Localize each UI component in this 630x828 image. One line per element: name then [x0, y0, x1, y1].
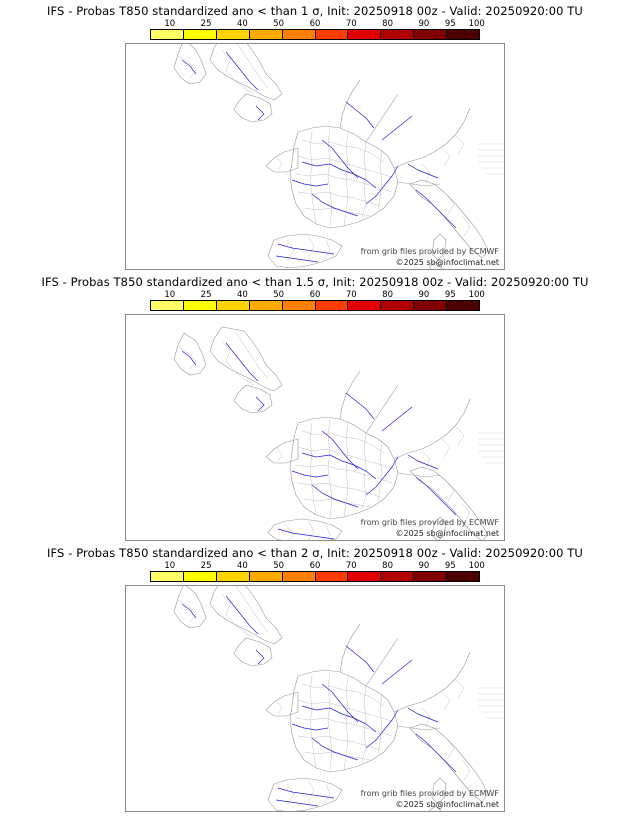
- credit-site-2: ©2025 sb@infoclimat.net: [395, 529, 499, 538]
- colorbar-swatch-10: [447, 30, 479, 39]
- colorbar-swatch-2: [184, 30, 217, 39]
- colorbar-swatch-4: [250, 572, 283, 581]
- colorbar-3: [150, 561, 485, 583]
- colorbar-swatch-9: [414, 301, 447, 310]
- colorbar-tick-40: 40: [236, 19, 248, 29]
- colorbar-swatch-6: [316, 301, 349, 310]
- colorbar-tick-80: 80: [382, 561, 394, 571]
- map-canvas-1[interactable]: [125, 43, 505, 270]
- colorbar-tick-10: 10: [164, 19, 176, 29]
- colorbar-swatch-10: [447, 301, 479, 310]
- colorbar-swatch-2: [184, 301, 217, 310]
- colorbar-swatch-5: [283, 30, 316, 39]
- colorbar-swatch-2: [184, 572, 217, 581]
- colorbar-tick-90: 90: [418, 561, 430, 571]
- credit-ecmwf-3: from grib files provided by ECMWF: [360, 789, 499, 798]
- colorbar-labels-2: [150, 290, 485, 300]
- colorbar-tick-50: 50: [273, 19, 285, 29]
- colorbar-swatch-6: [316, 30, 349, 39]
- forecast-panel-2: [0, 271, 630, 541]
- credit-ecmwf-2: from grib files provided by ECMWF: [360, 518, 499, 527]
- map-canvas-3[interactable]: [125, 585, 505, 812]
- map-graphics-3: [126, 586, 505, 812]
- colorbar-tick-50: 50: [273, 290, 285, 300]
- colorbar-swatch-3: [217, 30, 250, 39]
- colorbar-bar-2: [150, 300, 480, 311]
- colorbar-swatch-9: [414, 30, 447, 39]
- colorbar-tick-25: 25: [200, 561, 212, 571]
- colorbar-swatch-5: [283, 301, 316, 310]
- colorbar-swatch-3: [217, 572, 250, 581]
- colorbar-swatch-8: [381, 572, 414, 581]
- colorbar-tick-40: 40: [236, 561, 248, 571]
- colorbar-swatch-8: [381, 301, 414, 310]
- colorbar-tick-95: 95: [444, 290, 456, 300]
- credit-ecmwf-1: from grib files provided by ECMWF: [360, 247, 499, 256]
- colorbar-tick-80: 80: [382, 290, 394, 300]
- colorbar-tick-95: 95: [444, 19, 456, 29]
- colorbar-tick-70: 70: [345, 561, 357, 571]
- colorbar-tick-100: 100: [468, 290, 485, 300]
- colorbar-bar-1: [150, 29, 480, 40]
- colorbar-swatch-6: [316, 572, 349, 581]
- colorbar-swatch-7: [348, 301, 381, 310]
- forecast-panel-1: [0, 0, 630, 270]
- colorbar-tick-70: 70: [345, 19, 357, 29]
- colorbar-labels-1: [150, 19, 485, 29]
- colorbar-tick-90: 90: [418, 19, 430, 29]
- colorbar-labels-3: [150, 561, 485, 571]
- panel-title-3: IFS - Probas T850 standardized ano < than 2 σ, Init: 20250918 00z - Valid: 20250920:00 TU: [47, 546, 583, 560]
- colorbar-2: [150, 290, 485, 312]
- panel-title-1: IFS - Probas T850 standardized ano < than 1 σ, Init: 20250918 00z - Valid: 20250920:00 TU: [47, 4, 583, 18]
- colorbar-tick-10: 10: [164, 290, 176, 300]
- colorbar-tick-25: 25: [200, 290, 212, 300]
- colorbar-swatch-1: [151, 30, 184, 39]
- colorbar-swatch-9: [414, 572, 447, 581]
- map-canvas-2[interactable]: [125, 314, 505, 541]
- panel-title-2: IFS - Probas T850 standardized ano < than 1.5 σ, Init: 20250918 00z - Valid: 20250920:00 TU: [41, 275, 589, 289]
- forecast-panel-3: [0, 542, 630, 812]
- colorbar-tick-100: 100: [468, 19, 485, 29]
- colorbar-tick-95: 95: [444, 561, 456, 571]
- colorbar-tick-60: 60: [309, 561, 321, 571]
- colorbar-swatch-4: [250, 30, 283, 39]
- colorbar-tick-60: 60: [309, 290, 321, 300]
- colorbar-bar-3: [150, 571, 480, 582]
- colorbar-tick-10: 10: [164, 561, 176, 571]
- colorbar-tick-90: 90: [418, 290, 430, 300]
- colorbar-swatch-3: [217, 301, 250, 310]
- colorbar-swatch-1: [151, 572, 184, 581]
- colorbar-swatch-4: [250, 301, 283, 310]
- colorbar-tick-25: 25: [200, 19, 212, 29]
- credit-site-3: ©2025 sb@infoclimat.net: [395, 800, 499, 809]
- map-graphics-1: [126, 44, 505, 270]
- credit-site-1: ©2025 sb@infoclimat.net: [395, 258, 499, 267]
- colorbar-tick-70: 70: [345, 290, 357, 300]
- colorbar-swatch-7: [348, 572, 381, 581]
- colorbar-swatch-10: [447, 572, 479, 581]
- colorbar-swatch-7: [348, 30, 381, 39]
- colorbar-swatch-1: [151, 301, 184, 310]
- map-graphics-2: [126, 315, 505, 541]
- colorbar-tick-60: 60: [309, 19, 321, 29]
- colorbar-tick-40: 40: [236, 290, 248, 300]
- colorbar-tick-50: 50: [273, 561, 285, 571]
- colorbar-swatch-8: [381, 30, 414, 39]
- colorbar-tick-80: 80: [382, 19, 394, 29]
- colorbar-swatch-5: [283, 572, 316, 581]
- colorbar-1: [150, 19, 485, 41]
- colorbar-tick-100: 100: [468, 561, 485, 571]
